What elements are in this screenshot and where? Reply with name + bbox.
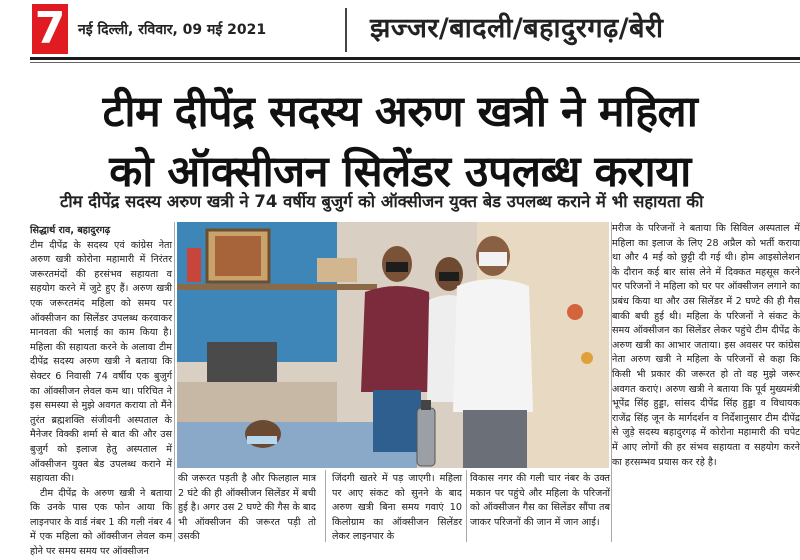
- subheadline: टीम दीपेंद्र सदस्य अरुण खत्री ने 74 वर्षीय बुजुर्ग को ऑक्सीजन युक्त बेड उपलब्ध कराने में भी सहायता की: [60, 192, 704, 211]
- masthead-rule: [30, 57, 800, 60]
- article-paragraph: टीम दीपेंद्र के अरुण खत्री ने बताया कि उनके पास एक फोन आया कि लाइनपार के वार्ड नंबर 1 की गली नंबर 4 में एक महिला को ऑक्सीजन लेवल कम होने पर समय समय पर ऑक्सीजन: [30, 487, 172, 558]
- masthead: [0, 0, 800, 58]
- article-paragraph: मरीज के परिजनों ने बताया कि सिविल अस्पताल में महिला का इलाज के लिए 28 अप्रैल को भर्ती कराया था और 4 मई को छुट्टी दी गई थी। होम आइसोलेशन के दौरान कई बार सांस लेने में दिक्कत महसूस करने पर परिजनों ने महिला को घर पर ऑक्सीजन लगाने का प्रबंध किया था और उस सिलेंडर में 2 घण्टे की ही गैस बाकी बची हुई थी। महिला के परिजनों ने संकट के समय ऑक्सीजन का सिलेंडर लेकर पहुंचे टीम दीपेंद्र के अरुण खत्री का आभार जताया। इस अवसर पर कांग्रेस नेता अरुण खत्री ने महिला के परिजनों से कहा कि किसी भी प्रकार की जरूरत हो तो वह मुझे जरूर अवगत कराएं। अरुण खत्री ने बताया कि पूर्व मुख्यमंत्री भूपेंद्र सिंह हुड्डा, सांसद दीपेंद्र सिंह हुड्डा व विधायक राजेंद्र सिंह जून के मार्गदर्शन व निर्देशानुसार टीम दीपेंद्र से जुड़े सदस्य बहादुरगढ़ में कोरोना महामारी की चपेट में आए लोगों की हर संभव सहायता व सहयोग करने का हरसम्भव प्रयास कर रहे है।: [612, 223, 800, 468]
- headline-line-1: टीम दीपेंद्र सदस्य अरुण खत्री ने महिला: [102, 87, 698, 137]
- photo-illustration: [177, 222, 609, 468]
- headline-line-2: को ऑक्सीजन सिलेंडर उपलब्ध कराया: [109, 147, 691, 197]
- column-divider: [325, 470, 326, 542]
- byline: सिद्धार्थ राव, बहादुरगढ़: [30, 225, 111, 236]
- section-title: झज्जर/बादली/बहादुरगढ़/बेरी: [370, 13, 664, 44]
- masthead-rule-thin: [30, 62, 800, 63]
- article-right-column: [612, 222, 800, 542]
- news-photo: [177, 222, 609, 468]
- article-bottom-column-3: विकास नगर की गली चार नंबर के उक्त मकान पर पहुंचे और महिला के परिजनों को ऑक्सीजन गैस का सिलेंडर सौंपा तब जाकर परिजनों की जान में जान आई।: [470, 473, 610, 528]
- page-number-badge: 7: [32, 4, 68, 54]
- article-bottom-column-1: की जरूरत पड़ती है और फिलहाल मात्र 2 घंटे की ही ऑक्सीजन सिलेंडर में बची हुई है। अगर उस 2 घण्टे की गैस के बाद भी ऑक्सीजन की जरूरत पड़ी तो उसकी: [178, 473, 316, 543]
- dateline: नई दिल्ली, रविवार, 09 मई 2021: [78, 22, 267, 38]
- article-left-column: [30, 224, 172, 558]
- masthead-divider: [345, 8, 347, 52]
- article-bottom-column-2: जिंदगी खतरे में पड़ जाएगी। महिला पर आए संकट को सुनने के बाद अरुण खत्री बिना समय गवाएं 10 किलोग्राम का ऑक्सीजन सिलेंडर लेकर लाइनपार के: [332, 473, 462, 543]
- column-divider: [174, 222, 175, 542]
- article-paragraph: टीम दीपेंद्र के सदस्य एवं कांग्रेस नेता अरुण खत्री कोरोना महामारी में निरंतर जरूरतमंदों की हरसंभव सहायता व सहयोग करने में जुटे हुए हैं। अरुण खत्री एक जरूरतमंद महिला को समय पर ऑक्सीजन का सिलेंडर उपलब्ध करवाकर मानवता की भलाई का काम किया है। महिला की सहायता करने के अलावा टीम दीपेंद्र सदस्य अरुण खत्री ने बताया कि सेक्टर 6 निवासी 74 वर्षीय एक बुजुर्ग का ऑक्सीजन लेवल कम था। परिचित ने इस समस्या से मुझे अवगत कराया तो मैंने तुरंत ब्रह्मशक्ति संजीवनी अस्पताल के मैनेजर विक्की शर्मा से बात की और उस बुजुर्ग को इलाज हेतु अस्पताल में ऑक्सीजन युक्त बेड उपलब्ध कराने में सहायता की।: [30, 239, 172, 485]
- column-divider: [466, 470, 467, 542]
